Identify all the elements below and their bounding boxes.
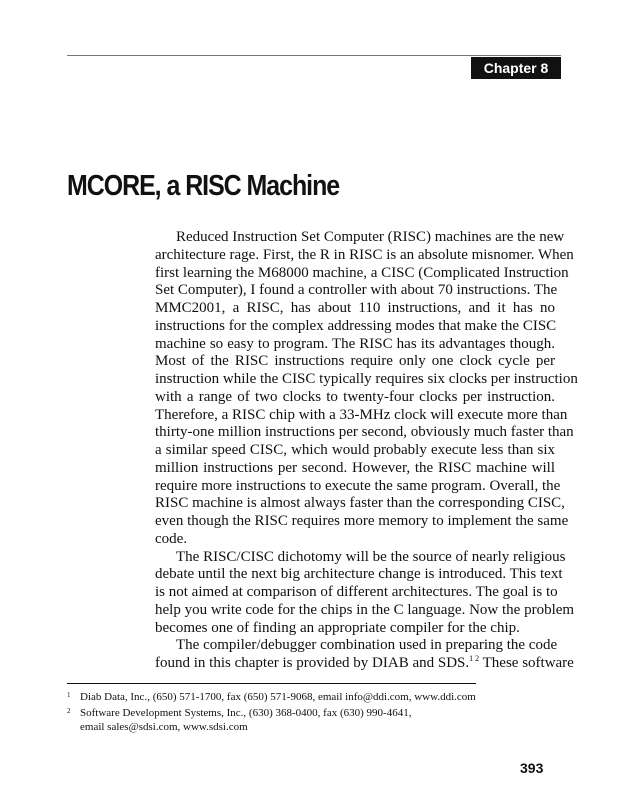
chapter-title: MCORE, a RISC Machine [67, 170, 340, 202]
footnote-2 [67, 707, 411, 719]
text-line [155, 654, 574, 673]
header-rule [67, 55, 561, 56]
text-line: Set Computer), I found a controller with about 70 instructions. The [155, 282, 558, 299]
text-line: debate until the next big architecture change is introduced. This text [155, 566, 563, 583]
text-line: Most of the RISC instructions require only one clock cycle per [155, 353, 555, 370]
text-line: instruction while the CISC typically requires six clocks per instruction [155, 371, 578, 387]
text-line: help you write code for the chips in the C language. Now the problem [155, 601, 575, 618]
footnote-refs: 1 2 [469, 654, 480, 663]
text-line: The compiler/debugger combination used in preparing the code [176, 637, 558, 654]
footnote-text: Software Development Systems, Inc., (630) 368-0400, fax (630) 990-4641, [80, 707, 412, 719]
text-line: The RISC/CISC dichotomy will be the source of nearly religious [176, 548, 566, 565]
text-line: thirty-one million instructions per second, obviously much faster than [155, 424, 574, 441]
text-line: architecture rage. First, the R in RISC is an absolute misnomer. When [155, 246, 574, 263]
text-line: require more instructions to execute the same program. Overall, the [155, 477, 561, 494]
text-line: RISC machine is almost always faster than the corresponding CISC, [155, 495, 565, 512]
text-line: MMC2001, a RISC, has about 110 instructions, and it has no [155, 300, 555, 316]
body-text [155, 229, 578, 673]
text-line: Reduced Instruction Set Computer (RISC) machines are the new [176, 229, 565, 245]
text-line: million instructions per second. However, the RISC machine will [155, 459, 555, 476]
text-line: first learning the M68000 machine, a CISC (Complicated Instruction [155, 264, 569, 281]
text-line: code. [155, 530, 188, 547]
text-line: even though the RISC requires more memory to implement the same [155, 513, 569, 529]
footnote-rule [67, 683, 476, 684]
text-fragment: These software [482, 655, 574, 671]
footnote-text: Diab Data, Inc., (650) 571-1700, fax (650) 571-9068, email info@ddi.com, www.ddi.com [80, 691, 476, 703]
text-line: is not aimed at comparison of different architectures. The goal is to [155, 584, 558, 600]
text-line: a similar speed CISC, which would probably execute less than six [155, 442, 555, 458]
text-line: with a range of two clocks to twenty-four clocks per instruction. [155, 388, 555, 405]
text-fragment: found in this chapter is provided by DIAB and SDS. [155, 655, 470, 671]
footnote-number: 2 [67, 707, 71, 715]
footnote-2-continued: email sales@sdsi.com, www.sdsi.com [80, 721, 248, 733]
text-line: Therefore, a RISC chip with a 33-MHz clock will execute more than [155, 406, 568, 423]
page-number: 393 [520, 760, 544, 776]
text-line: machine so easy to program. The RISC has its advantages though. [155, 335, 555, 352]
chapter-label: Chapter 8 [471, 57, 561, 79]
footnote-1 [67, 691, 476, 703]
text-line: instructions for the complex addressing modes that make the CISC [155, 317, 557, 334]
footnote-number: 1 [67, 691, 71, 699]
text-line: becomes one of finding an appropriate compiler for the chip. [155, 619, 520, 636]
